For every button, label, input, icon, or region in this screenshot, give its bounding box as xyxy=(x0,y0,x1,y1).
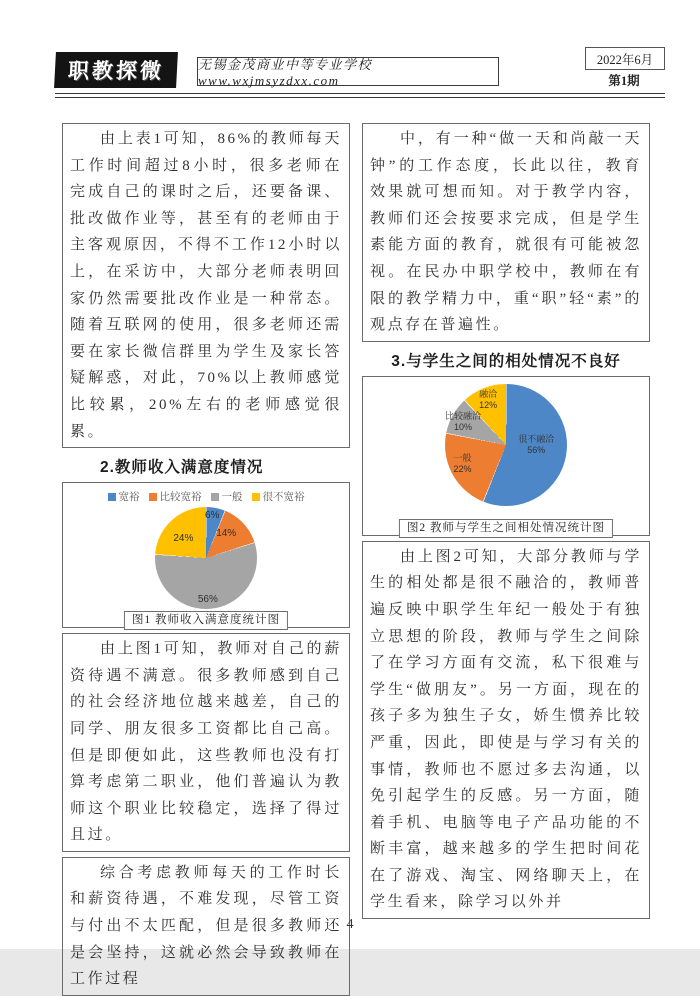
section-heading-income: 2.教师收入满意度情况 xyxy=(100,459,264,477)
slice-label xyxy=(479,389,497,411)
chart1-frame xyxy=(62,482,350,628)
chart1-legend xyxy=(63,489,349,504)
paragraph: 由上图1可知，教师对自己的薪资待遇不满意。很多教师感到自己的社会经济地位越来越差，自己的同学、朋友很多工资都比自己高。但是即便如此，这些教师也没有打算考虑第二职业，他们普遍认为教师这个职业比较稳定，选择了得过且过。 xyxy=(70,641,342,844)
slice-label-name: 很不融洽 xyxy=(518,433,555,444)
chart2-caption: 图2 教师与学生之间相处情况统计图 xyxy=(399,519,613,538)
slice-label: 24% xyxy=(173,532,194,544)
slice-label-name: 一般 xyxy=(453,453,472,464)
legend-item xyxy=(252,489,305,504)
slice-label xyxy=(454,453,472,475)
left-column xyxy=(62,123,350,996)
legend-item xyxy=(149,489,202,504)
pie-chart-student-relationship xyxy=(445,384,567,506)
legend-label: 一般 xyxy=(221,491,243,504)
slice-label-pct: 10% xyxy=(454,421,473,432)
header-divider xyxy=(55,93,665,98)
slice-label-pct: 56% xyxy=(527,444,546,455)
slice-label xyxy=(445,411,481,433)
journal-logo: 职教探微 xyxy=(54,52,178,88)
slice-label-pct: 12% xyxy=(479,399,498,410)
slice-label: 6% xyxy=(204,510,220,522)
legend-label: 很不宽裕 xyxy=(262,491,305,504)
issue-date-box: 2022年6月 xyxy=(585,47,665,70)
text-box-2 xyxy=(62,633,350,852)
chart2-frame xyxy=(362,376,650,536)
school-name-banner: 无锡金茂商业中等专业学校 www.wxjmsyzdxx.com xyxy=(197,57,499,86)
slice-label-name: 融洽 xyxy=(479,388,498,399)
legend-item xyxy=(211,489,243,504)
pie-chart-income-satisfaction xyxy=(155,507,257,609)
text-box-4 xyxy=(362,123,650,342)
slice-label: 14% xyxy=(216,527,237,539)
slice-label-name: 比较融洽 xyxy=(445,410,482,421)
legend-swatch-orange xyxy=(149,493,157,501)
legend-label: 比较宽裕 xyxy=(159,491,202,504)
paragraph: 中，有一种“做一天和尚敲一天钟”的工作态度，长此以往，教育效果就可想而知。对于教学内容，教师们还会按要求完成，但是学生素能方面的教育，就很有可能被忽视。在民办中职学校中，教师在有限的教学精力中，重“职”轻“素”的观点存在普遍性。 xyxy=(370,131,642,334)
legend-item xyxy=(108,489,140,504)
page-number: 4 xyxy=(346,917,354,932)
paragraph: 由上图2可知，大部分教师与学生的相处都是很不融洽的，教师普遍反映中职学生年纪一般处于有独立思想的阶段，教师与学生之间除了在学习方面有交流，私下很难与学生“做朋友”。另一方面，现在的孩子多为独生子女，娇生惯养比较严重，因此，即使是与学习有关的事情，教师也不愿过多去沟通，以免引起学生的反感。另一方面，随着手机、电脑等电子产品功能的不断丰富，越来越多的学生把时间花在了游戏、淘宝、网络聊天上，在学生看来，除学习以外并 xyxy=(370,548,642,911)
slice-label xyxy=(518,434,554,456)
issue-number: 第1期 xyxy=(608,74,640,88)
text-box-5 xyxy=(362,541,650,919)
legend-swatch-yellow xyxy=(252,493,260,501)
legend-label: 宽裕 xyxy=(118,491,140,504)
slice-label-pct: 22% xyxy=(453,464,472,475)
paragraph: 由上表1可知，86%的教师每天工作时间超过8小时，很多老师在完成自己的课时之后，还要备课、批改做作业等，甚至有的老师由于主客观原因，不得不工作12小时以上，在采访中，大部分老师表明回家仍然需要批改作业是一种常态。随着互联网的使用，很多老师还需要在家长微信群里为学生及家长答疑解惑，对此，70%以上教师感觉比较累，20%左右的老师感觉很累。 xyxy=(70,131,342,440)
slice-label: 56% xyxy=(197,593,218,605)
section-heading-relationship: 3.与学生之间的相处情况不良好 xyxy=(391,352,621,370)
right-column xyxy=(362,123,650,919)
chart1-caption: 图1 教师收入满意度统计图 xyxy=(124,611,288,630)
paragraph: 综合考虑教师每天的工作时长和薪资待遇，不难发现，尽管工资与付出不太匹配，但是很多教师还是会坚持，这就必然会导致教师在工作过程 xyxy=(70,864,342,988)
text-box-1 xyxy=(62,123,350,448)
legend-swatch-blue xyxy=(108,493,116,501)
legend-swatch-gray xyxy=(211,493,219,501)
